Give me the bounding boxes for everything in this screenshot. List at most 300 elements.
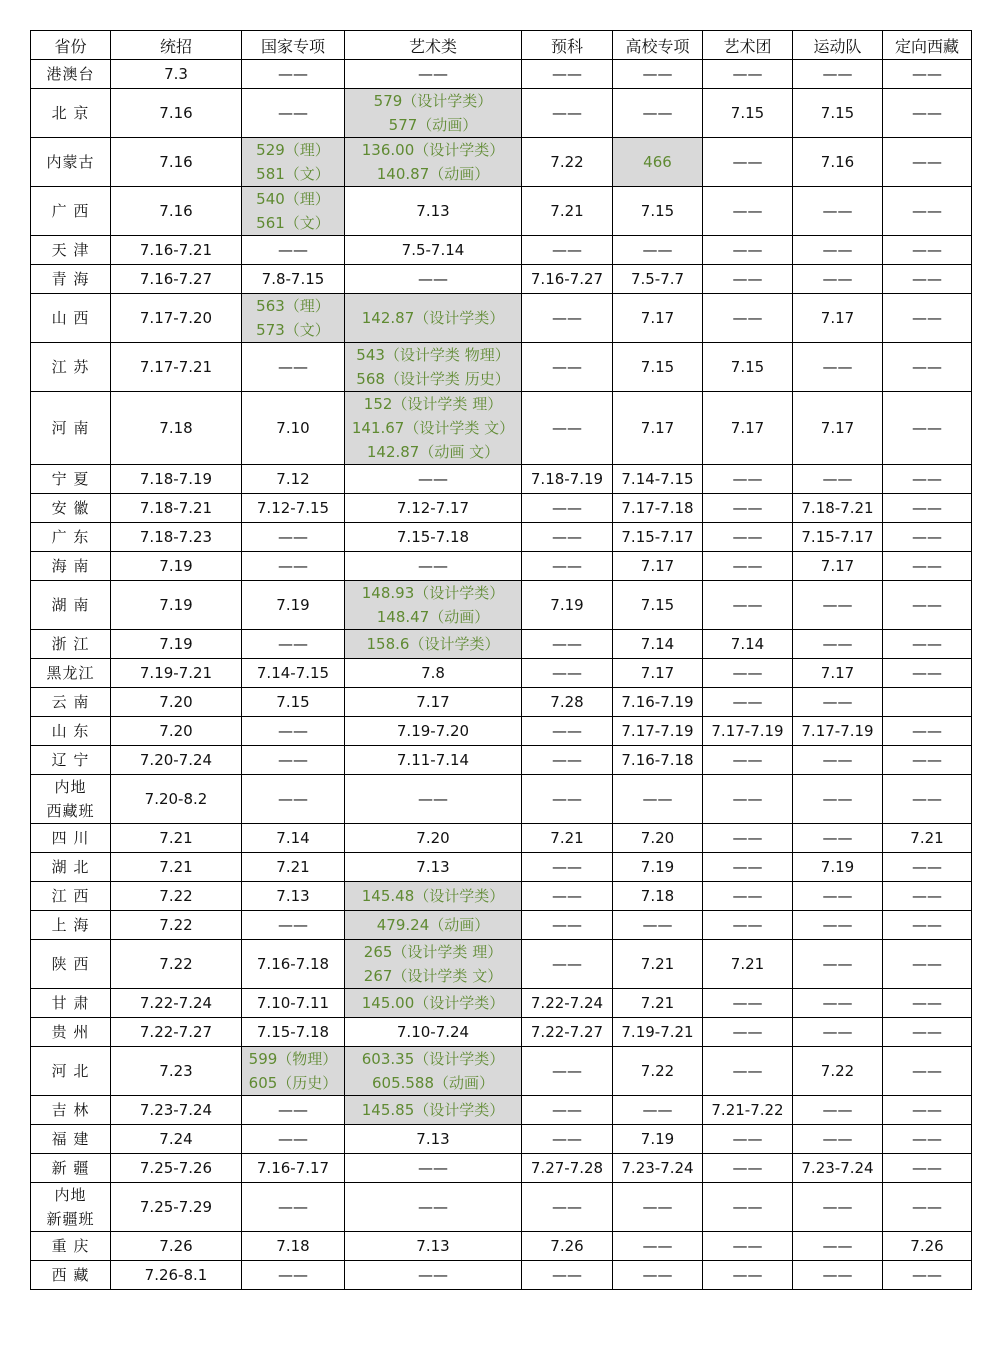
cell-university-special [613, 581, 703, 630]
cell-province [31, 775, 111, 824]
cell-unified [111, 1047, 242, 1096]
cell-text: —— [642, 790, 673, 808]
cell-text: —— [822, 994, 853, 1012]
cell-province [31, 523, 111, 552]
cell-text: 河 北 [51, 1062, 90, 1080]
cell-text: —— [912, 309, 942, 327]
cell-sports-team [793, 1232, 883, 1261]
cell-text: —— [278, 751, 308, 769]
cell-text: 7.24 [159, 1130, 193, 1148]
cell-tibet-directed [883, 1047, 972, 1096]
cell-text: —— [642, 1266, 673, 1284]
cell-province [31, 1047, 111, 1096]
table-row [31, 523, 972, 552]
cell-text: —— [912, 270, 942, 288]
cell-art-troupe [703, 659, 793, 688]
cell-unified [111, 343, 242, 392]
cell-tibet-directed [883, 1125, 972, 1154]
cell-university-special [613, 1232, 703, 1261]
cell-text: —— [552, 1101, 582, 1119]
cell-university-special [613, 138, 703, 187]
cell-text: 7.19 [159, 557, 193, 575]
cell-text: —— [912, 955, 942, 973]
cell-text: 603.35（设计学类） [361, 1050, 505, 1068]
cell-arts [345, 1018, 522, 1047]
cell-text: 7.16 [820, 153, 855, 171]
cell-text: —— [552, 916, 582, 934]
cell-text: —— [912, 470, 942, 488]
cell-text: 7.17 [820, 664, 855, 682]
cell-unified [111, 581, 242, 630]
cell-text: —— [912, 104, 942, 122]
cell-national-special [242, 236, 345, 265]
cell-text: 湖 南 [51, 596, 90, 614]
cell-text: —— [822, 829, 853, 847]
cell-text: —— [278, 104, 308, 122]
cell-text: 605（历史） [248, 1074, 338, 1092]
cell-preparatory [522, 746, 613, 775]
cell-art-troupe [703, 294, 793, 343]
cell-text: —— [278, 241, 308, 259]
cell-text: 7.22 [640, 1062, 675, 1080]
cell-text: 148.93（设计学类） [361, 584, 505, 602]
cell-text: 山 东 [51, 722, 90, 740]
cell-university-special [613, 60, 703, 89]
cell-province [31, 688, 111, 717]
cell-sports-team [793, 1047, 883, 1096]
header-arts: 艺术类 [345, 31, 522, 60]
cell-text: 7.22 [159, 916, 193, 934]
cell-text: 7.15 [640, 596, 675, 614]
cell-sports-team [793, 236, 883, 265]
cell-text: 7.19 [820, 858, 855, 876]
cell-province [31, 940, 111, 989]
header-art-troupe: 艺术团 [703, 31, 793, 60]
cell-university-special [613, 1183, 703, 1232]
table-row [31, 940, 972, 989]
cell-national-special [242, 659, 345, 688]
cell-text: 7.28 [550, 693, 584, 711]
cell-arts [345, 940, 522, 989]
cell-text: 7.16 [159, 153, 193, 171]
cell-arts [345, 824, 522, 853]
cell-tibet-directed [883, 853, 972, 882]
cell-tibet-directed [883, 882, 972, 911]
cell-text: —— [822, 1130, 853, 1148]
cell-unified [111, 989, 242, 1018]
cell-national-special [242, 265, 345, 294]
cell-text: 湖 北 [51, 858, 90, 876]
cell-national-special [242, 630, 345, 659]
cell-unified [111, 688, 242, 717]
cell-text: —— [732, 790, 763, 808]
cell-tibet-directed [883, 552, 972, 581]
cell-sports-team [793, 911, 883, 940]
table-row [31, 989, 972, 1018]
cell-province [31, 294, 111, 343]
cell-province [31, 343, 111, 392]
cell-province [31, 824, 111, 853]
cell-text: 西 藏 [51, 1266, 90, 1284]
cell-text: 7.20-7.24 [139, 751, 213, 769]
cell-text: —— [822, 693, 853, 711]
cell-national-special [242, 60, 345, 89]
cell-national-special [242, 552, 345, 581]
cell-university-special [613, 853, 703, 882]
cell-text: —— [418, 1198, 448, 1216]
cell-preparatory [522, 1154, 613, 1183]
cell-text: —— [732, 858, 763, 876]
table-row [31, 581, 972, 630]
cell-preparatory [522, 1096, 613, 1125]
cell-text: 7.17 [640, 557, 675, 575]
cell-tibet-directed [883, 265, 972, 294]
cell-text: 7.20 [159, 722, 193, 740]
admission-table [30, 30, 972, 1290]
cell-text: —— [552, 1198, 582, 1216]
cell-province [31, 630, 111, 659]
cell-text: 广 东 [51, 528, 90, 546]
cell-text: 145.00（设计学类） [361, 994, 505, 1012]
cell-text: —— [822, 887, 853, 905]
cell-arts [345, 717, 522, 746]
cell-unified [111, 1183, 242, 1232]
cell-text: 466 [643, 153, 672, 171]
cell-tibet-directed [883, 1232, 972, 1261]
cell-sports-team [793, 494, 883, 523]
cell-text: 陕 西 [51, 955, 90, 973]
cell-arts [345, 1096, 522, 1125]
cell-text: 7.18-7.19 [139, 470, 213, 488]
cell-text: —— [732, 916, 763, 934]
cell-text: 7.21-7.22 [711, 1101, 784, 1119]
cell-province [31, 60, 111, 89]
cell-text: 新 疆 [51, 1159, 90, 1177]
cell-preparatory [522, 940, 613, 989]
cell-text: 267（设计学类 文） [363, 967, 503, 985]
cell-text: 573（文） [256, 321, 330, 339]
table-row [31, 60, 972, 89]
cell-preparatory [522, 688, 613, 717]
cell-national-special [242, 523, 345, 552]
cell-national-special [242, 1261, 345, 1290]
header-province: 省份 [31, 31, 111, 60]
cell-national-special [242, 853, 345, 882]
cell-unified [111, 1232, 242, 1261]
cell-preparatory [522, 187, 613, 236]
cell-national-special [242, 1096, 345, 1125]
cell-text: —— [552, 65, 582, 83]
cell-national-special [242, 138, 345, 187]
cell-text: 7.25-7.26 [139, 1159, 213, 1177]
cell-university-special [613, 659, 703, 688]
cell-text: 543（设计学类 物理） [356, 346, 510, 364]
cell-text: —— [822, 241, 853, 259]
cell-national-special [242, 343, 345, 392]
cell-text: 7.13 [416, 1130, 450, 1148]
cell-text: 7.17 [640, 664, 675, 682]
cell-text: —— [552, 1130, 582, 1148]
cell-text: 7.16-7.27 [530, 270, 604, 288]
cell-text: 7.26 [159, 1237, 193, 1255]
cell-university-special [613, 392, 703, 465]
cell-text: 136.00（设计学类） [361, 141, 505, 159]
cell-unified [111, 552, 242, 581]
cell-preparatory [522, 89, 613, 138]
cell-text: 7.18-7.19 [530, 470, 604, 488]
cell-text: —— [912, 664, 942, 682]
cell-text: 7.21 [640, 994, 675, 1012]
cell-art-troupe [703, 494, 793, 523]
cell-text: 北 京 [51, 104, 90, 122]
cell-university-special [613, 1261, 703, 1290]
cell-text: —— [912, 65, 942, 83]
cell-sports-team [793, 688, 883, 717]
cell-province [31, 659, 111, 688]
cell-text: 内地 [54, 778, 87, 796]
cell-text: 7.16-7.18 [256, 955, 330, 973]
cell-preparatory [522, 581, 613, 630]
cell-text: 7.10-7.11 [256, 994, 330, 1012]
cell-text: 7.16-7.19 [621, 693, 694, 711]
cell-university-special [613, 343, 703, 392]
cell-text: 7.23 [159, 1062, 193, 1080]
cell-text: —— [822, 1023, 853, 1041]
cell-text: 7.14-7.15 [256, 664, 330, 682]
cell-unified [111, 265, 242, 294]
cell-tibet-directed [883, 465, 972, 494]
table-row [31, 1154, 972, 1183]
cell-university-special [613, 688, 703, 717]
cell-text: 7.17-7.19 [711, 722, 784, 740]
cell-text: 145.85（设计学类） [361, 1101, 505, 1119]
cell-tibet-directed [883, 940, 972, 989]
cell-text: 7.16-7.18 [621, 751, 694, 769]
cell-national-special [242, 717, 345, 746]
cell-tibet-directed [883, 1096, 972, 1125]
cell-text: 7.27-7.28 [530, 1159, 604, 1177]
cell-text: 7.17 [730, 419, 765, 437]
cell-text: 辽 宁 [51, 751, 90, 769]
table-row [31, 1018, 972, 1047]
cell-unified [111, 824, 242, 853]
cell-text: —— [552, 790, 582, 808]
cell-text: 7.20 [159, 693, 193, 711]
cell-province [31, 882, 111, 911]
cell-unified [111, 630, 242, 659]
cell-sports-team [793, 89, 883, 138]
cell-art-troupe [703, 1047, 793, 1096]
cell-province [31, 853, 111, 882]
cell-sports-team [793, 581, 883, 630]
cell-preparatory [522, 1183, 613, 1232]
cell-text: 479.24（动画） [376, 916, 490, 934]
cell-text: 7.22-7.24 [139, 994, 213, 1012]
cell-national-special [242, 1183, 345, 1232]
cell-tibet-directed [883, 775, 972, 824]
cell-national-special [242, 688, 345, 717]
cell-text: —— [278, 790, 308, 808]
cell-text: —— [822, 1198, 853, 1216]
cell-text: 265（设计学类 理） [363, 943, 503, 961]
cell-text: 7.21 [159, 829, 193, 847]
cell-arts [345, 1125, 522, 1154]
cell-preparatory [522, 392, 613, 465]
cell-preparatory [522, 630, 613, 659]
cell-arts [345, 465, 522, 494]
cell-text: —— [552, 104, 582, 122]
table-row [31, 343, 972, 392]
cell-national-special [242, 911, 345, 940]
cell-text: 7.13 [276, 887, 310, 905]
cell-tibet-directed [883, 236, 972, 265]
cell-province [31, 494, 111, 523]
cell-text: —— [278, 722, 308, 740]
cell-sports-team [793, 465, 883, 494]
cell-university-special [613, 1154, 703, 1183]
header-university-special: 高校专项 [613, 31, 703, 60]
cell-text: 7.26-8.1 [144, 1266, 208, 1284]
table-row [31, 717, 972, 746]
cell-preparatory [522, 853, 613, 882]
cell-text: 7.21 [159, 858, 193, 876]
cell-art-troupe [703, 824, 793, 853]
cell-preparatory [522, 1047, 613, 1096]
cell-text: —— [732, 1237, 763, 1255]
cell-arts [345, 1154, 522, 1183]
cell-unified [111, 138, 242, 187]
cell-national-special [242, 1047, 345, 1096]
cell-text: 7.22 [820, 1062, 855, 1080]
cell-tibet-directed [883, 581, 972, 630]
cell-preparatory [522, 494, 613, 523]
cell-text: 7.18 [640, 887, 675, 905]
cell-text: 7.26 [550, 1237, 584, 1255]
cell-text: —— [732, 1159, 763, 1177]
cell-text: —— [418, 270, 448, 288]
cell-tibet-directed [883, 1154, 972, 1183]
cell-university-special [613, 294, 703, 343]
cell-text: 7.22-7.27 [530, 1023, 604, 1041]
cell-text: 7.8 [421, 664, 445, 682]
cell-unified [111, 717, 242, 746]
cell-preparatory [522, 1232, 613, 1261]
cell-sports-team [793, 630, 883, 659]
cell-university-special [613, 1047, 703, 1096]
cell-tibet-directed [883, 688, 972, 717]
cell-sports-team [793, 775, 883, 824]
cell-text: 山 西 [51, 309, 90, 327]
cell-text: 7.20 [640, 829, 675, 847]
cell-sports-team [793, 60, 883, 89]
cell-text: 7.23-7.24 [139, 1101, 213, 1119]
cell-sports-team [793, 1154, 883, 1183]
cell-text: 7.18-7.21 [139, 499, 213, 517]
cell-text: 599（物理） [248, 1050, 338, 1068]
cell-text: 青 海 [51, 270, 90, 288]
cell-province [31, 581, 111, 630]
cell-national-special [242, 494, 345, 523]
cell-text: 黑龙江 [46, 664, 95, 682]
cell-university-special [613, 1125, 703, 1154]
cell-tibet-directed [883, 294, 972, 343]
cell-text: 西藏班 [46, 802, 95, 820]
cell-province [31, 1018, 111, 1047]
cell-art-troupe [703, 775, 793, 824]
cell-text: 7.21 [276, 858, 310, 876]
cell-text: 563（理） [256, 297, 330, 315]
cell-province [31, 187, 111, 236]
cell-art-troupe [703, 746, 793, 775]
cell-text: —— [912, 751, 942, 769]
cell-arts [345, 630, 522, 659]
cell-art-troupe [703, 392, 793, 465]
cell-text: 7.13 [416, 858, 450, 876]
cell-text: —— [552, 1062, 582, 1080]
cell-text: 7.15 [276, 693, 310, 711]
cell-tibet-directed [883, 989, 972, 1018]
cell-text: —— [732, 309, 763, 327]
table-row [31, 138, 972, 187]
table-row [31, 1261, 972, 1290]
cell-text: 7.10-7.24 [396, 1023, 470, 1041]
cell-province [31, 1125, 111, 1154]
cell-text: —— [552, 1266, 582, 1284]
cell-text: 7.26 [910, 1237, 944, 1255]
header-preparatory: 预科 [522, 31, 613, 60]
cell-text: 7.15 [730, 358, 765, 376]
cell-national-special [242, 1125, 345, 1154]
cell-text: 宁 夏 [51, 470, 90, 488]
cell-text: —— [822, 1266, 853, 1284]
cell-text: —— [822, 751, 853, 769]
cell-text: 141.67（设计学类 文） [351, 419, 515, 437]
cell-university-special [613, 89, 703, 138]
cell-preparatory [522, 659, 613, 688]
cell-text: —— [642, 65, 673, 83]
cell-text: —— [278, 1198, 308, 1216]
cell-text: 江 苏 [51, 358, 90, 376]
cell-arts [345, 1183, 522, 1232]
cell-unified [111, 659, 242, 688]
cell-text: 7.22 [550, 153, 584, 171]
cell-text: 浙 江 [51, 635, 90, 653]
cell-university-special [613, 882, 703, 911]
cell-unified [111, 1018, 242, 1047]
cell-arts [345, 775, 522, 824]
cell-province [31, 265, 111, 294]
header-unified: 统招 [111, 31, 242, 60]
cell-text: —— [732, 1062, 763, 1080]
table-row [31, 775, 972, 824]
cell-text: 7.14 [730, 635, 765, 653]
cell-text: —— [912, 722, 942, 740]
cell-text: —— [278, 1266, 308, 1284]
cell-text: 577（动画） [388, 116, 478, 134]
cell-text: —— [552, 887, 582, 905]
cell-text: 四 川 [51, 829, 90, 847]
cell-text: 7.17 [820, 557, 855, 575]
table-row [31, 265, 972, 294]
cell-text: 7.21 [730, 955, 765, 973]
cell-arts [345, 746, 522, 775]
cell-text: 福 建 [51, 1130, 90, 1148]
cell-preparatory [522, 1125, 613, 1154]
cell-text: 7.19 [640, 858, 675, 876]
cell-text: —— [278, 557, 308, 575]
cell-text: —— [278, 358, 308, 376]
cell-text: —— [912, 499, 942, 517]
